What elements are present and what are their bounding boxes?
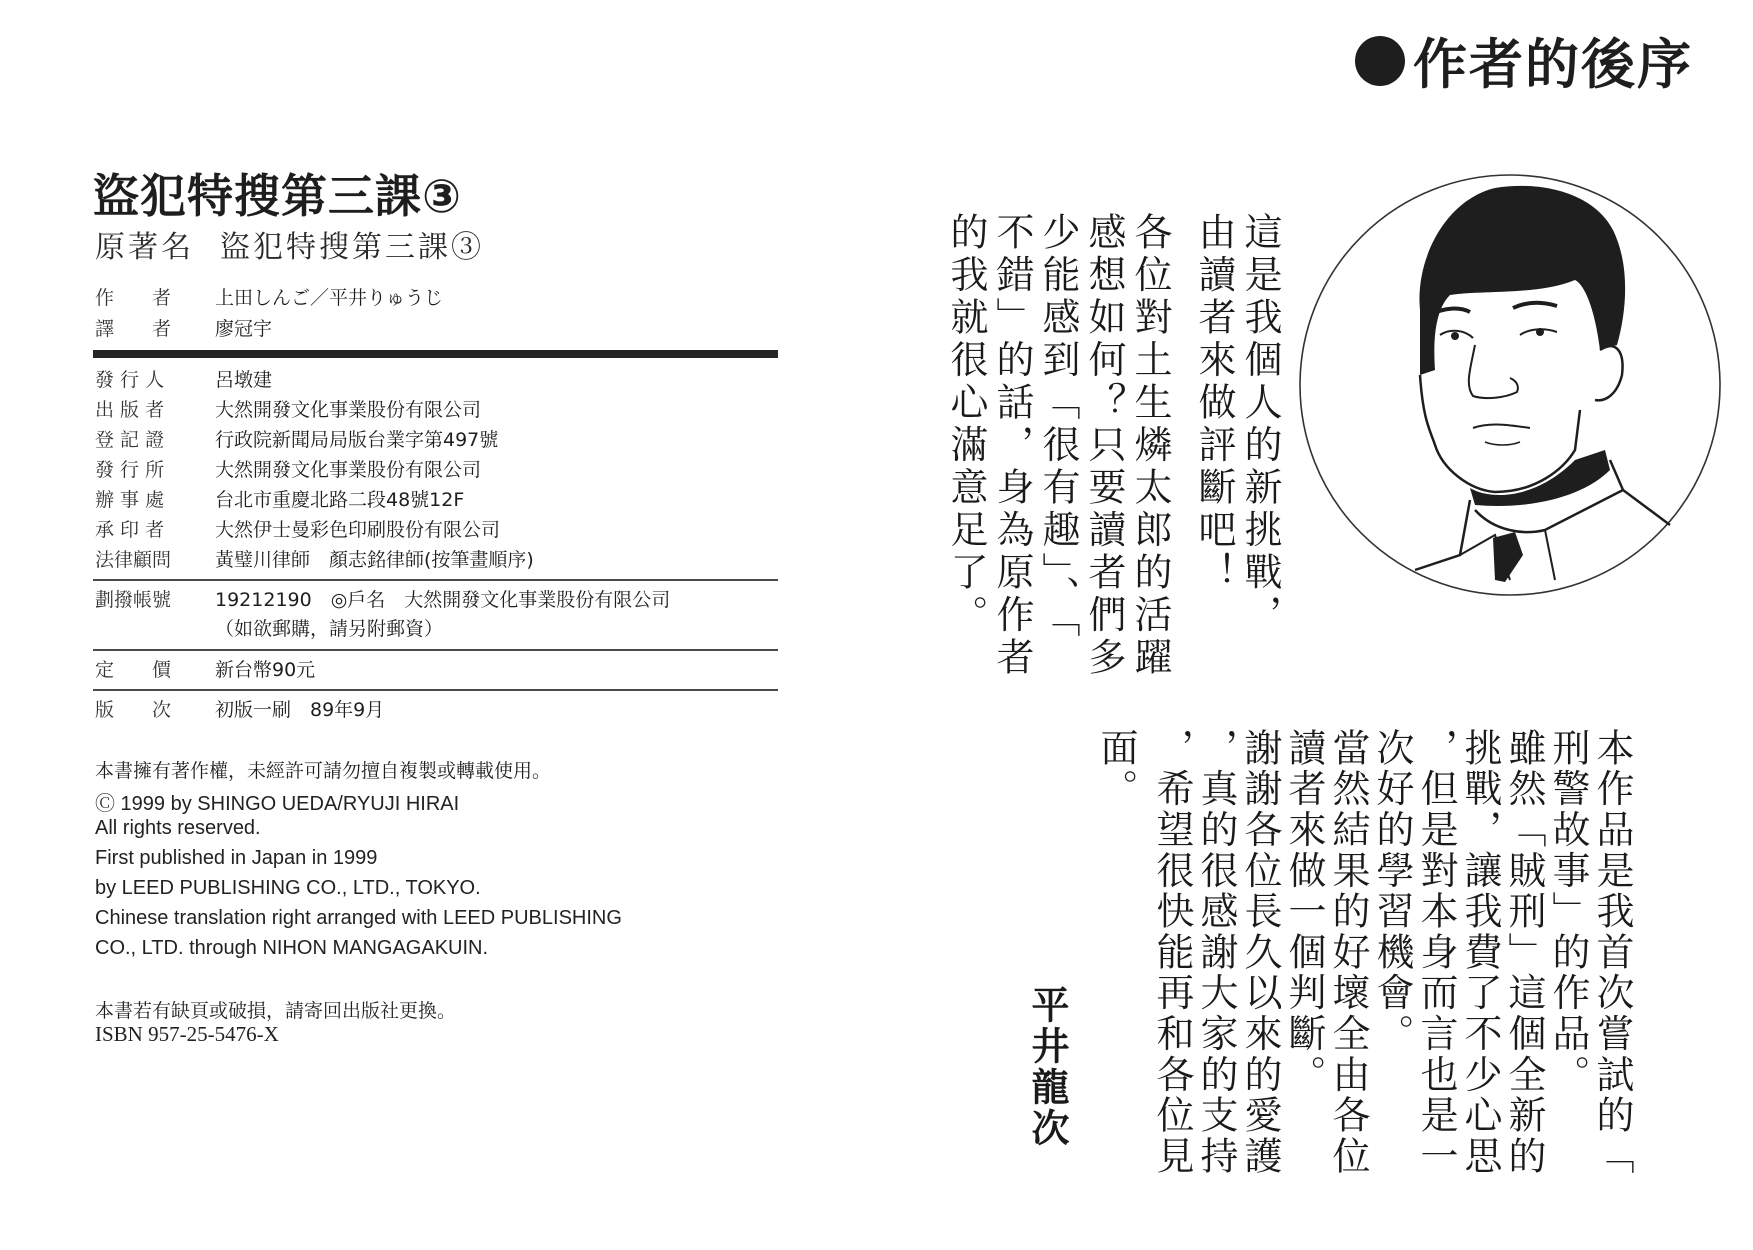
publishing-label: 發 行 所 [95, 459, 165, 481]
text-column: 感想如何？只要讀者們多 [1082, 212, 1126, 680]
text-column: 挑戰，讓我費了不少心思 [1458, 728, 1502, 1177]
english-line: Chinese translation right arranged with LEED PUBLISHING [95, 907, 622, 929]
text-column: 謝謝各位長久以來的愛護 [1238, 728, 1282, 1177]
postal-value: 19212190 ◎戶名 大然開發文化事業股份有限公司 [215, 589, 671, 611]
afterword-heading [1355, 22, 1693, 99]
price-row [95, 656, 315, 684]
publishing-label: 辦 事 處 [95, 489, 165, 511]
divider [93, 689, 778, 691]
defect-notice: 本書若有缺頁或破損，請寄回出版社更換。 [95, 1000, 457, 1022]
publishing-label: 法律顧問 [95, 549, 172, 571]
bullet-icon [1355, 36, 1405, 86]
publishing-row [95, 396, 481, 424]
text-column: ，真的很感謝大家的支持 [1194, 728, 1238, 1177]
publishing-value: 大然伊士曼彩色印刷股份有限公司 [215, 519, 501, 541]
credit-row-translator [95, 315, 272, 343]
edition-row [95, 696, 384, 724]
publishing-value: 大然開發文化事業股份有限公司 [215, 399, 482, 421]
publishing-label: 發 行 人 [95, 369, 165, 391]
author-portrait [1295, 170, 1725, 600]
author-signature: 平井龍次 [1025, 985, 1069, 1149]
publishing-value: 台北市重慶北路二段48號12F [215, 489, 465, 511]
publishing-value: 黃璧川律師 顏志銘律師(按筆畫順序) [215, 549, 534, 571]
colophon-page [0, 0, 876, 1250]
price-value: 新台幣90元 [215, 659, 316, 681]
publishing-label: 登 記 證 [95, 429, 165, 451]
english-line: All rights reserved. [95, 817, 261, 839]
isbn: ISBN 957-25-5476-X [95, 1022, 279, 1046]
book-title: 盜犯特搜第三課③ [93, 169, 462, 223]
publishing-label: 承 印 者 [95, 519, 165, 541]
publishing-value: 行政院新聞局局版台業字第497號 [215, 429, 499, 451]
original-title [95, 222, 484, 266]
text-column: 本作品是我首次嘗試的「 [1590, 728, 1634, 1177]
thick-divider [93, 350, 778, 358]
text-column: 當然結果的好壞全由各位 [1326, 728, 1370, 1177]
credit-label: 作 者 [95, 287, 172, 309]
credit-label: 譯 者 [95, 318, 172, 340]
english-line: by LEED PUBLISHING CO., LTD., TOKYO. [95, 877, 481, 899]
text-column: 次好的學習機會。 [1370, 728, 1414, 1055]
text-column: 讀者來做一個判斷。 [1282, 728, 1326, 1096]
text-column: 雖然「賊刑」這個全新的 [1502, 728, 1546, 1177]
publishing-row [95, 546, 534, 574]
original-title-value: 盜犯特搜第三課③ [220, 230, 484, 265]
edition-value: 初版一刷 89年9月 [215, 699, 385, 721]
publishing-row [95, 486, 464, 514]
divider [93, 649, 778, 651]
postal-row [95, 586, 670, 614]
publishing-value: 呂墩建 [215, 369, 273, 391]
afterword-heading-text: 作者的後序 [1413, 33, 1693, 96]
original-title-label: 原著名 [95, 230, 194, 265]
english-line: First published in Japan in 1999 [95, 847, 378, 869]
text-column: 少能感到「很有趣」、「 [1036, 212, 1080, 642]
text-column: 由讀者來做評斷吧！ [1192, 212, 1236, 595]
text-column: 的我就很心滿意足了。 [944, 212, 988, 637]
text-column: ，希望很快能再和各位見 [1150, 728, 1194, 1177]
publishing-label: 出 版 者 [95, 399, 165, 421]
copyright-notice: 本書擁有著作權，未經許可請勿擅自複製或轉載使用。 [95, 760, 552, 782]
publishing-row [95, 516, 500, 544]
postal-note: （如欲郵購，請另附郵資） [215, 618, 444, 640]
divider [93, 579, 778, 581]
english-line: Ⓒ 1999 by SHINGO UEDA/RYUJI HIRAI [95, 793, 460, 815]
text-column: 不錯」的話，身為原作者 [990, 212, 1034, 680]
text-column: 各位對土生燐太郎的活躍 [1128, 212, 1172, 680]
text-column: 刑警故事」的作品。 [1546, 728, 1590, 1096]
credit-value: 廖冠宇 [215, 318, 273, 340]
publishing-row [95, 456, 481, 484]
publishing-value: 大然開發文化事業股份有限公司 [215, 459, 482, 481]
edition-label: 版 次 [95, 699, 172, 721]
text-column: 這是我個人的新挑戰， [1238, 212, 1282, 637]
credit-value: 上田しんご／平井りゅうじ [215, 287, 444, 309]
price-label: 定 價 [95, 659, 172, 681]
postal-note-row [95, 615, 443, 643]
publishing-row [95, 366, 272, 394]
text-column: ，但是對本身而言也是一 [1414, 728, 1458, 1177]
text-column: 面。 [1094, 728, 1138, 810]
credit-row-author [95, 284, 443, 312]
publishing-row [95, 426, 498, 454]
postal-label: 劃撥帳號 [95, 589, 172, 611]
english-line: CO., LTD. through NIHON MANGAGAKUIN. [95, 937, 489, 959]
